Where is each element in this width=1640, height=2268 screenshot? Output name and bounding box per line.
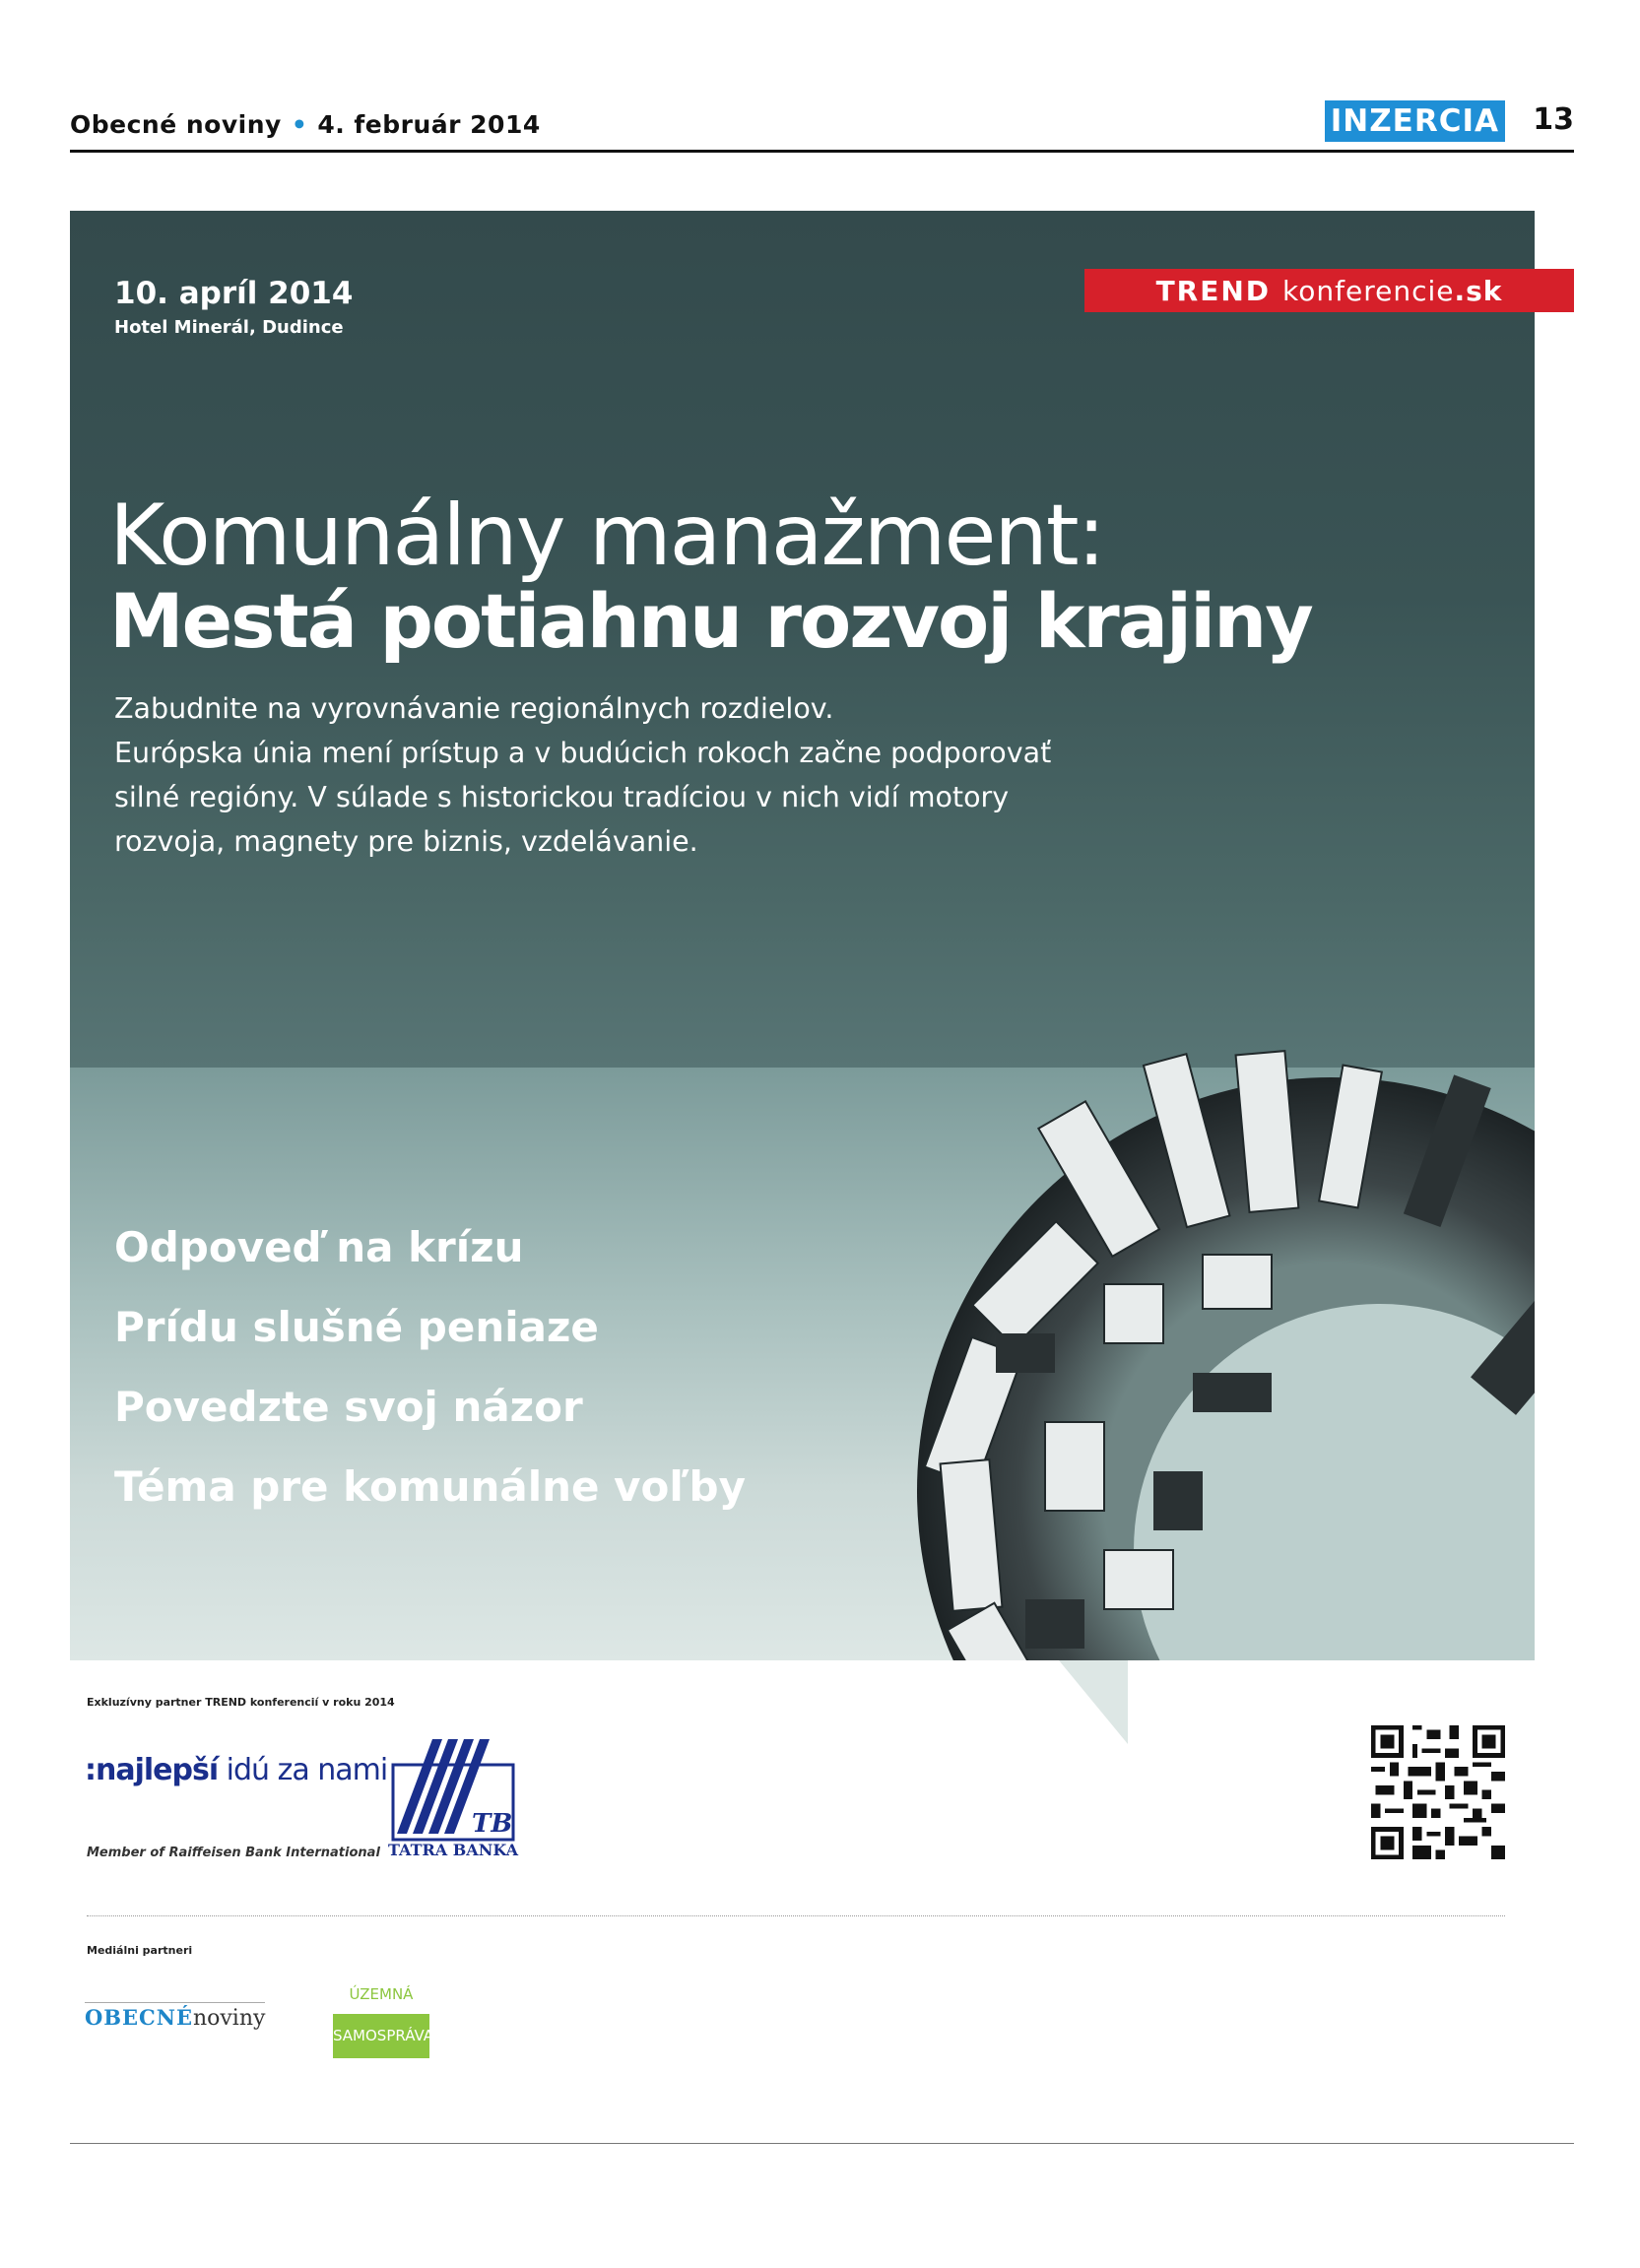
publication-name: Obecné noviny <box>70 110 282 139</box>
noviny-word: noviny <box>192 2006 266 2031</box>
section-badge: INZERCIA <box>1325 100 1505 142</box>
trend-tld: .sk <box>1454 274 1503 307</box>
topic-list <box>114 1207 746 1526</box>
ad-title-line2: Mestá potiahnu rozvoj krajiny <box>109 577 1312 665</box>
conference-advert <box>70 211 1535 1660</box>
topic-item: Téma pre komunálne voľby <box>114 1462 746 1511</box>
qr-code-icon <box>1371 1725 1505 1859</box>
ad-lead <box>114 686 1099 864</box>
city-globe-illustration <box>779 959 1535 1660</box>
page-header <box>70 97 1574 153</box>
topic-item: Povedzte svoj názor <box>114 1383 583 1431</box>
raiffeisen-member-text: Member of Raiffeisen Bank International <box>87 1846 380 1860</box>
tatra-initials: TB <box>472 1809 513 1839</box>
footer-rule <box>70 2143 1574 2144</box>
topic-item: Odpoveď na krízu <box>114 1223 524 1271</box>
bank-slogan <box>85 1753 387 1787</box>
separator-dot: • <box>291 110 308 139</box>
trend-brand: TREND <box>1155 274 1272 307</box>
trend-name: konferencie <box>1282 274 1455 307</box>
lead-line: silné regióny. V súlade s historickou tradíciou v nich vidí motory <box>114 781 1010 813</box>
topic-item: Prídu slušné peniaze <box>114 1303 599 1351</box>
uzemna-word: ÚZEMNÁ <box>333 1975 429 2014</box>
page-number: 13 <box>1533 102 1574 137</box>
trend-konferencie-logo <box>1084 269 1574 312</box>
issue-date: 4. február 2014 <box>317 110 541 139</box>
lead-line: Európska únia mení prístup a v budúcich rokoch začne podporovať <box>114 737 1052 769</box>
exclusive-partner-label: Exkluzívny partner TREND konferencií v roku 2014 <box>87 1696 395 1709</box>
ad-title-line1: Komunálny manažment: <box>109 486 1104 585</box>
header-publication-line <box>70 110 541 139</box>
partners-separator <box>87 1915 1505 1916</box>
slogan-rest: idú za nami <box>218 1753 388 1787</box>
event-date: 10. apríl 2014 <box>114 276 354 311</box>
lead-line: Zabudnite na vyrovnávanie regionálnych rozdielov. <box>114 692 834 725</box>
obecne-noviny-logo <box>85 2002 265 2031</box>
lead-line: rozvoja, magnety pre biznis, vzdelávanie. <box>114 825 698 858</box>
samosprava-word: SAMOSPRÁVA <box>333 2027 434 2044</box>
media-partners-label: Mediálni partneri <box>87 1944 193 1957</box>
tatra-banka-name: TATRA BANKA <box>388 1841 518 1859</box>
obecne-word: OBECNÉ <box>85 2005 193 2030</box>
slogan-bold: :najlepší <box>85 1753 219 1787</box>
event-venue: Hotel Minerál, Dudince <box>114 317 344 338</box>
uzemna-samosprava-logo <box>333 1975 434 2058</box>
speech-bubble-tail <box>1059 1660 1128 1744</box>
